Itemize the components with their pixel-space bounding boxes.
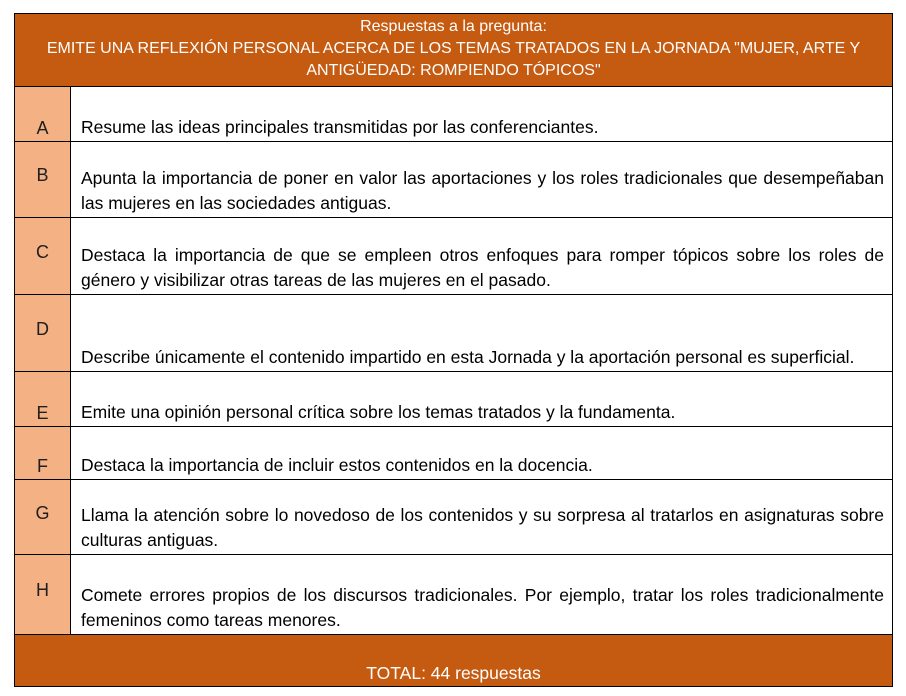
table-header <box>15 14 892 87</box>
row-letter: D <box>15 295 71 371</box>
row-text: Llama la atención sobre lo novedoso de los contenidos y su sorpresa al tratarlos en asignaturas sobre culturas antiguas. <box>81 505 884 550</box>
row-text: Emite una opinión personal crítica sobre los temas tratados y la fundamenta. <box>81 402 676 422</box>
row-letter: H <box>15 555 71 634</box>
table-row-f <box>15 427 892 480</box>
table-row-a <box>15 87 892 142</box>
row-text: Destaca la importancia de que se empleen otros enfoques para romper tópicos sobre los roles de género y visibilizar otras tareas de las mujeres en el pasado. <box>81 245 884 290</box>
table-row-b <box>15 142 892 218</box>
header-subtitle: Respuestas a la pregunta: <box>360 18 547 35</box>
header-question: EMITE UNA REFLEXIÓN PERSONAL ACERCA DE LOS TEMAS TRATADOS EN LA JORNADA "MUJER, ARTE Y ANTIGÜEDAD: ROMPIENDO TÓPICOS" <box>46 40 861 79</box>
row-letter: C <box>15 218 71 294</box>
table-row-e <box>15 372 892 427</box>
row-letter: E <box>15 372 71 426</box>
table-row-h <box>15 555 892 635</box>
row-text: Comete errores propios de los discursos tradicionales. Por ejemplo, tratar los roles tradicionalmente femeninos como tareas menores. <box>81 585 884 630</box>
row-letter: G <box>15 480 71 554</box>
responses-table <box>14 13 893 687</box>
row-text: Destaca la importancia de incluir estos contenidos en la docencia. <box>81 455 593 475</box>
table-footer-total: TOTAL: 44 respuestas <box>15 635 892 686</box>
row-letter: B <box>15 142 71 217</box>
table-row-c <box>15 218 892 295</box>
row-letter: F <box>15 427 71 479</box>
row-letter: A <box>15 87 71 141</box>
row-text: Describe únicamente el contenido impartido en esta Jornada y la aportación personal es superficial. <box>81 347 855 367</box>
row-text: Resume las ideas principales transmitidas por las conferenciantes. <box>81 117 599 137</box>
row-text: Apunta la importancia de poner en valor las aportaciones y los roles tradicionales que desempeñaban las mujeres en las sociedades antiguas. <box>81 168 884 213</box>
table-row-d <box>15 295 892 372</box>
table-row-g <box>15 480 892 555</box>
